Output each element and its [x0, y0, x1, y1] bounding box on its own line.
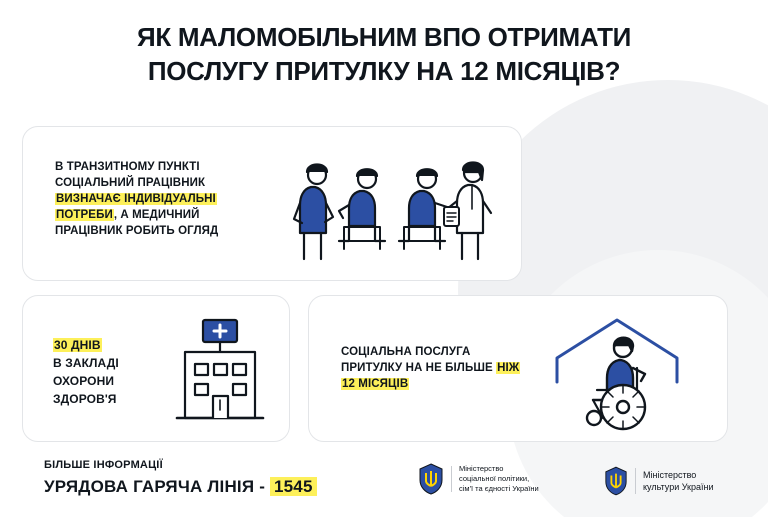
- transit-text-part-2: , А МЕДИЧНИЙ ПРАЦІВНИК РОБИТЬ ОГЛЯД: [55, 209, 219, 237]
- logo-line-2: соціальної політики,: [459, 474, 530, 483]
- logo-line-1: Міністерство: [643, 470, 697, 480]
- logo-ministry-of-social-policy: [418, 463, 539, 495]
- transit-text-highlight: ВИЗНАЧАЄ ІНДИВІДУАЛЬНІ ПОТРЕБИ: [56, 193, 216, 221]
- card-shelter-service: [308, 295, 728, 442]
- footer-hotline-number[interactable]: 1545: [270, 477, 317, 496]
- logo-ministry-of-culture: [604, 466, 714, 496]
- footer-hotline-label: УРЯДОВА ГАРЯЧА ЛІНІЯ -: [44, 477, 266, 496]
- hospital-building-icon: [163, 314, 281, 426]
- logo-line-3: сім'ї та єдності України: [459, 484, 539, 493]
- page-title: [0, 20, 768, 88]
- footer-hotline: [44, 475, 317, 499]
- logo-line-2: культури України: [643, 482, 714, 492]
- card-health-facility-text: [53, 336, 148, 408]
- shelter-text-part-1: СОЦІАЛЬНА ПОСЛУГА ПРИТУЛКУ НА НЕ БІЛЬШЕ: [341, 346, 497, 374]
- transit-text-part-1: В ТРАНЗИТНОМУ ПУНКТІ СОЦІАЛЬНИЙ ПРАЦІВНИК: [55, 161, 206, 189]
- card-transit-point: [22, 126, 522, 281]
- social-worker-and-medic-illustration: [278, 145, 508, 265]
- logo-line-1: Міністерство: [459, 464, 504, 473]
- card-shelter-service-text: [341, 344, 531, 392]
- page-title-line-2: ПОСЛУГУ ПРИТУЛКУ НА 12 МІСЯЦІВ?: [147, 56, 621, 86]
- health-text-body: В ЗАКЛАДІ ОХОРОНИ ЗДОРОВ'Я: [53, 356, 119, 406]
- logo-divider: [451, 466, 452, 492]
- shelter-text-highlight: НІЖ 12 МІСЯЦІВ: [342, 362, 520, 390]
- footer-contact-block: [44, 458, 317, 499]
- ukraine-trident-emblem-icon: [418, 463, 444, 495]
- logo-divider: [635, 468, 636, 494]
- logo-ministry-of-social-policy-text: [459, 464, 539, 494]
- wheelchair-under-house-roof-illustration: [539, 306, 709, 436]
- card-transit-point-text: [55, 159, 255, 239]
- footer-more-info-label: БІЛЬШЕ ІНФОРМАЦІЇ: [44, 459, 163, 471]
- page-title-line-1: ЯК МАЛОМОБІЛЬНИМ ВПО ОТРИМАТИ: [136, 22, 632, 52]
- card-health-facility: [22, 295, 290, 442]
- logo-ministry-of-culture-text: [643, 469, 714, 493]
- health-text-highlight: 30 ДНІВ: [54, 338, 101, 352]
- ukraine-trident-emblem-icon: [604, 466, 628, 496]
